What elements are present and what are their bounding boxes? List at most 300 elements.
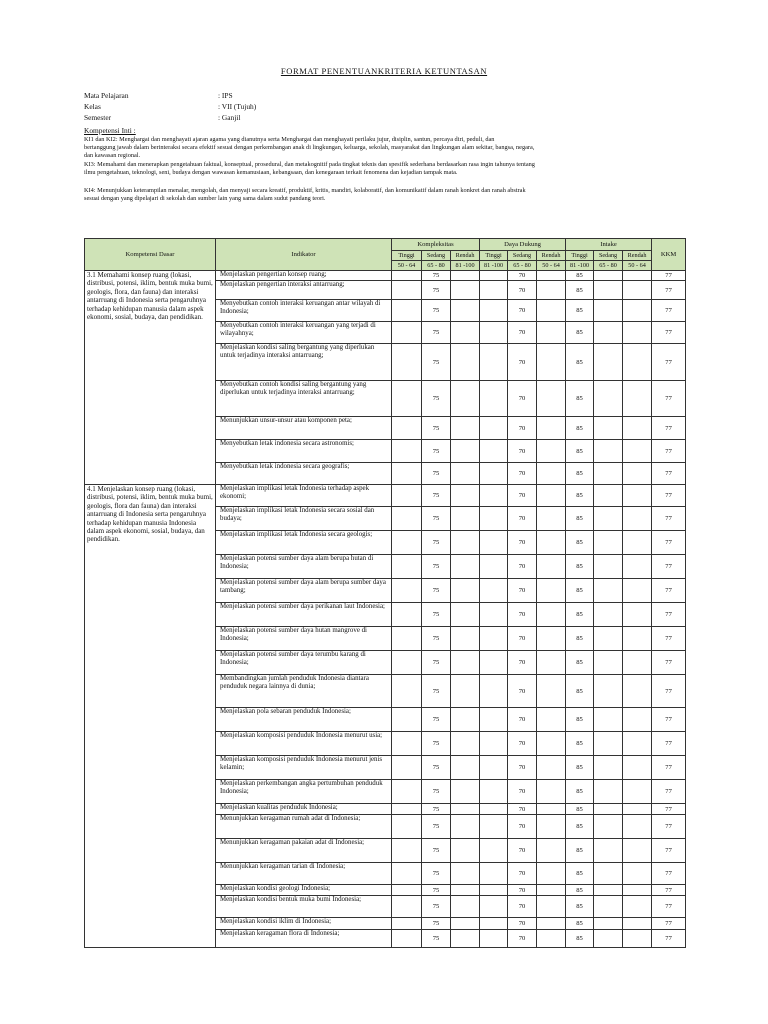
indicator-cell: Menjelaskan potensi sumber daya alam berupa hutan di Indonesia; [216,555,392,579]
indicator-cell: Menjelaskan keragaman flora di Indonesia; [216,930,392,948]
indicator-cell: Menjelaskan kualitas penduduk Indonesia; [216,804,392,815]
score-cell: 70 [508,675,537,708]
empty-cell [480,885,508,896]
subheader-cell: Sedang [594,251,623,261]
empty-cell [451,815,480,839]
score-cell: 75 [422,463,451,485]
empty-cell [623,300,652,322]
range-cell: 65 - 80 [594,261,623,271]
score-cell: 70 [508,579,537,603]
empty-cell [480,651,508,675]
empty-cell [392,344,422,381]
empty-cell [392,417,422,440]
empty-cell [392,930,422,948]
empty-cell [623,815,652,839]
indicator-cell: Menjelaskan potensi sumber daya terumbu karang di Indonesia; [216,651,392,675]
empty-cell [537,344,566,381]
empty-cell [392,675,422,708]
empty-cell [537,839,566,863]
empty-cell [537,896,566,918]
empty-cell [451,322,480,344]
empty-cell [392,507,422,531]
empty-cell [451,300,480,322]
empty-cell [480,839,508,863]
empty-cell [451,930,480,948]
subheader-cell: Sedang [422,251,451,261]
kkm-value: 77 [652,281,686,300]
empty-cell [392,804,422,815]
score-cell: 70 [508,804,537,815]
empty-cell [594,271,623,281]
empty-cell [594,756,623,780]
kkm-value: 77 [652,507,686,531]
empty-cell [594,417,623,440]
kkm-value: 77 [652,579,686,603]
empty-cell [594,839,623,863]
score-cell: 75 [422,756,451,780]
empty-cell [480,555,508,579]
score-cell: 85 [566,627,594,651]
empty-cell [392,780,422,804]
score-cell: 70 [508,322,537,344]
empty-cell [480,756,508,780]
empty-cell [594,603,623,627]
empty-cell [594,300,623,322]
score-cell: 75 [422,417,451,440]
empty-cell [623,627,652,651]
ki-line: KI3: Memahami dan menerapkan pengetahuan faktual, konseptual, prosedural, dan metakognitif pada tingkat teknis dan spesifik sederhana berdasarkan rasa ingin tahunya tentang [84,160,535,168]
ki-line: bertanggung jawab dalam berinteraksi secara efektif sesuai dengan perkembangan anak di lingkungan, keluarga, sekolah, masyarakat dan lingkungan alam sekitar, bangsa, negara, [84,144,535,152]
table-header [85,239,686,271]
empty-cell [392,885,422,896]
kkm-value: 77 [652,463,686,485]
indicator-cell: Menjelaskan implikasi letak Indonesia terhadap aspek ekonomi; [216,485,392,507]
score-cell: 70 [508,555,537,579]
score-cell: 85 [566,555,594,579]
subheader-cell: Tinggi [480,251,508,261]
empty-cell [623,896,652,918]
empty-cell [537,756,566,780]
indicator-cell: Menjelaskan perkembangan angka pertumbuhan penduduk Indonesia; [216,780,392,804]
meta-row-subject [84,90,684,101]
score-cell: 85 [566,815,594,839]
score-cell: 70 [508,839,537,863]
score-cell: 70 [508,300,537,322]
empty-cell [451,463,480,485]
range-cell: 50 - 64 [623,261,652,271]
empty-cell [594,344,623,381]
empty-cell [451,780,480,804]
empty-cell [480,930,508,948]
subheader-cell: Sedang [508,251,537,261]
score-cell: 85 [566,322,594,344]
indicator-cell: Menjelaskan pengertian konsep ruang; [216,271,392,281]
indicator-cell: Menjelaskan kondisi iklim di Indonesia; [216,918,392,930]
empty-cell [392,651,422,675]
ki4-line: sesuai dengan yang dipelajari di sekolah dan sumber lain yang sama dalam sudut pandang teori. [84,195,326,203]
score-cell: 85 [566,756,594,780]
empty-cell [537,417,566,440]
range-cell: 81 -100 [480,261,508,271]
empty-cell [594,896,623,918]
empty-cell [623,708,652,732]
empty-cell [480,815,508,839]
subheader-cell: Tinggi [566,251,594,261]
score-cell: 70 [508,780,537,804]
score-cell: 85 [566,417,594,440]
kkm-value: 77 [652,863,686,885]
score-cell: 75 [422,531,451,555]
empty-cell [392,531,422,555]
score-cell: 75 [422,485,451,507]
kkm-value: 77 [652,756,686,780]
empty-cell [594,440,623,463]
ki-line: dan kawasan regional. [84,152,141,160]
empty-cell [451,485,480,507]
empty-cell [392,271,422,281]
empty-cell [480,732,508,756]
empty-cell [480,708,508,732]
kkm-value: 77 [652,815,686,839]
indicator-cell: Menunjukkan keragaman tarian di Indonesia; [216,863,392,885]
score-cell: 75 [422,627,451,651]
empty-cell [623,732,652,756]
indicator-cell: Menjelaskan komposisi penduduk Indonesia menurut usia; [216,732,392,756]
score-cell: 75 [422,300,451,322]
score-cell: 70 [508,440,537,463]
subheader-cell: Tinggi [392,251,422,261]
indicator-cell: Menunjukkan unsur-unsur atau komponen peta; [216,417,392,440]
empty-cell [623,344,652,381]
empty-cell [392,555,422,579]
score-cell: 75 [422,440,451,463]
empty-cell [451,627,480,651]
empty-cell [594,485,623,507]
kkm-value: 77 [652,344,686,381]
empty-cell [623,839,652,863]
empty-cell [623,579,652,603]
score-cell: 85 [566,839,594,863]
kkm-value: 77 [652,381,686,417]
empty-cell [451,651,480,675]
empty-cell [623,675,652,708]
score-cell: 70 [508,281,537,300]
kkm-value: 77 [652,531,686,555]
empty-cell [392,756,422,780]
score-cell: 75 [422,651,451,675]
empty-cell [537,271,566,281]
score-cell: 75 [422,918,451,930]
indicator-cell: Menyebutkan contoh interaksi keruangan yang terjadi di wilayahnya; [216,322,392,344]
empty-cell [392,381,422,417]
score-cell: 70 [508,918,537,930]
empty-cell [480,603,508,627]
empty-cell [623,863,652,885]
score-cell: 85 [566,885,594,896]
header-complexity: Kompleksitas [392,239,480,251]
empty-cell [480,300,508,322]
empty-cell [537,804,566,815]
empty-cell [451,839,480,863]
empty-cell [451,507,480,531]
empty-cell [623,930,652,948]
indicator-cell: Menjelaskan pola sebaran penduduk Indonesia; [216,708,392,732]
score-cell: 85 [566,507,594,531]
indicator-cell: Menjelaskan potensi sumber daya alam berupa sumber daya tambang; [216,579,392,603]
score-cell: 75 [422,815,451,839]
empty-cell [623,507,652,531]
score-cell: 75 [422,896,451,918]
empty-cell [623,271,652,281]
indicator-cell: Menyebutkan letak indonesia secara geografis; [216,463,392,485]
empty-cell [480,531,508,555]
empty-cell [392,281,422,300]
kkm-value: 77 [652,675,686,708]
score-cell: 85 [566,896,594,918]
meta-value: : Ganjil [218,113,241,122]
score-cell: 70 [508,507,537,531]
score-cell: 75 [422,281,451,300]
score-cell: 70 [508,896,537,918]
score-cell: 70 [508,863,537,885]
empty-cell [623,603,652,627]
score-cell: 70 [508,344,537,381]
score-cell: 75 [422,804,451,815]
table-body [85,271,686,948]
empty-cell [392,708,422,732]
ki4-line: KI4: Menunjukkan keterampilan menalar, mengolah, dan menyaji secara kreatif, produktif, kritis, mandiri, kolaboratif, dan komunikatif dalam ranah konkret dan ranah abstrak [84,187,526,195]
empty-cell [451,281,480,300]
empty-cell [480,675,508,708]
empty-cell [451,732,480,756]
kkm-value: 77 [652,780,686,804]
score-cell: 75 [422,344,451,381]
kkm-value: 77 [652,271,686,281]
kd-cell: 3.1 Memahami konsep ruang (lokasi, distribusi, potensi, iklim, bentuk muka bumi, geologis, flora, dan fauna) dan interaksi antarruang di Indonesia serta pengaruhnya terhadap kehidupan manusia dalam aspek ekonomi, sosial, budaya, dan pendidikan. [85,271,216,485]
kkm-value: 77 [652,804,686,815]
empty-cell [623,780,652,804]
empty-cell [480,507,508,531]
empty-cell [623,531,652,555]
empty-cell [623,463,652,485]
empty-cell [392,485,422,507]
empty-cell [594,579,623,603]
empty-cell [451,885,480,896]
empty-cell [594,281,623,300]
empty-cell [537,815,566,839]
empty-cell [594,780,623,804]
meta-row-class [84,101,684,112]
empty-cell [594,381,623,417]
empty-cell [623,281,652,300]
empty-cell [451,675,480,708]
meta-value: : IPS [218,91,233,100]
header-intake: Intake [566,239,652,251]
kkm-value: 77 [652,440,686,463]
range-cell: 65 - 80 [508,261,537,271]
empty-cell [594,708,623,732]
score-cell: 75 [422,381,451,417]
empty-cell [594,732,623,756]
empty-cell [594,863,623,885]
empty-cell [537,918,566,930]
empty-cell [392,918,422,930]
empty-cell [451,555,480,579]
empty-cell [392,732,422,756]
header-kkm: KKM [652,239,686,271]
score-cell: 70 [508,708,537,732]
empty-cell [594,507,623,531]
empty-cell [537,281,566,300]
indicator-cell: Menjelaskan kondisi bentuk muka bumi Indonesia; [216,896,392,918]
score-cell: 85 [566,732,594,756]
indicator-cell: Menyebutkan contoh kondisi saling bergantung yang diperlukan untuk terjadinya interaksi antarruang; [216,381,392,417]
empty-cell [594,885,623,896]
empty-cell [623,885,652,896]
ki-line: KI1 dan KI2: Menghargai dan menghayati ajaran agama yang dianutnya serta Menghargai dan menghayati perilaku jujur, disiplin, santun, percaya diri, peduli, dan [84,136,495,143]
score-cell: 70 [508,603,537,627]
empty-cell [480,440,508,463]
empty-cell [594,804,623,815]
empty-cell [594,675,623,708]
meta-row-semester [84,112,684,123]
subheader-cell: Rendah [623,251,652,261]
empty-cell [451,417,480,440]
empty-cell [594,463,623,485]
empty-cell [537,463,566,485]
empty-cell [537,531,566,555]
empty-cell [537,708,566,732]
indicator-cell: Menjelaskan potensi sumber daya perikanan laut Indonesia; [216,603,392,627]
score-cell: 85 [566,463,594,485]
empty-cell [594,930,623,948]
empty-cell [451,708,480,732]
empty-cell [594,918,623,930]
empty-cell [480,627,508,651]
meta-key: Mata Pelajaran [84,91,129,100]
score-cell: 85 [566,930,594,948]
empty-cell [537,579,566,603]
empty-cell [392,627,422,651]
empty-cell [392,815,422,839]
score-cell: 70 [508,627,537,651]
meta-key: Semester [84,113,112,122]
range-cell: 50 - 64 [392,261,422,271]
empty-cell [451,381,480,417]
empty-cell [537,780,566,804]
empty-cell [537,930,566,948]
score-cell: 70 [508,885,537,896]
score-cell: 85 [566,344,594,381]
empty-cell [451,804,480,815]
empty-cell [392,322,422,344]
score-cell: 75 [422,507,451,531]
empty-cell [392,463,422,485]
empty-cell [480,863,508,885]
empty-cell [537,507,566,531]
header-indicator: Indikator [216,239,392,271]
kkm-value: 77 [652,627,686,651]
empty-cell [623,485,652,507]
document-title: FORMAT PENENTUANKRITERIA KETUNTASAN [280,66,488,76]
empty-cell [537,485,566,507]
score-cell: 85 [566,603,594,627]
empty-cell [480,281,508,300]
score-cell: 70 [508,815,537,839]
empty-cell [451,271,480,281]
kd-cell: 4.1 Menjelaskan konsep ruang (lokasi, distribusi, potensi, iklim, bentuk muka bumi, geologis, flora dan fauna) dan interaksi antarruang di Indonesia serta pengaruhnya terhadap kehidupan manusia Indonesia dalam aspek ekonomi, sosial, budaya, dan pendidikan. [85,485,216,948]
score-cell: 75 [422,579,451,603]
kkm-value: 77 [652,651,686,675]
subject-info [84,90,684,123]
empty-cell [594,322,623,344]
empty-cell [480,896,508,918]
empty-cell [451,756,480,780]
indicator-cell: Menyebutkan letak indonesia secara astronomis; [216,440,392,463]
empty-cell [623,804,652,815]
score-cell: 85 [566,281,594,300]
empty-cell [392,579,422,603]
empty-cell [451,603,480,627]
score-cell: 85 [566,271,594,281]
score-cell: 85 [566,780,594,804]
empty-cell [392,440,422,463]
empty-cell [623,322,652,344]
score-cell: 70 [508,732,537,756]
score-cell: 75 [422,271,451,281]
document-page [84,58,684,203]
score-cell: 75 [422,603,451,627]
empty-cell [451,896,480,918]
empty-cell [623,918,652,930]
empty-cell [537,440,566,463]
score-cell: 75 [422,780,451,804]
table-row [85,485,686,507]
empty-cell [392,603,422,627]
range-cell: 50 - 64 [537,261,566,271]
empty-cell [594,531,623,555]
score-cell: 70 [508,381,537,417]
score-cell: 75 [422,930,451,948]
indicator-cell: Menjelaskan komposisi penduduk Indonesia menurut jenis kelamin; [216,756,392,780]
empty-cell [623,440,652,463]
empty-cell [451,579,480,603]
empty-cell [451,440,480,463]
empty-cell [451,531,480,555]
score-cell: 70 [508,271,537,281]
range-cell: 81 -100 [566,261,594,271]
kkm-value: 77 [652,485,686,507]
subheader-cell: Rendah [451,251,480,261]
score-cell: 85 [566,918,594,930]
indicator-cell: Membandingkan jumlah penduduk Indonesia diantara penduduk negara lainnya di dunia; [216,675,392,708]
empty-cell [392,839,422,863]
score-cell: 75 [422,708,451,732]
score-cell: 85 [566,863,594,885]
empty-cell [537,732,566,756]
score-cell: 70 [508,417,537,440]
empty-cell [623,417,652,440]
score-cell: 75 [422,839,451,863]
empty-cell [537,863,566,885]
score-cell: 85 [566,485,594,507]
empty-cell [392,300,422,322]
score-cell: 75 [422,555,451,579]
empty-cell [480,579,508,603]
core-competence-heading: Kompetensi Inti : [84,126,136,135]
score-cell: 70 [508,531,537,555]
score-cell: 70 [508,756,537,780]
